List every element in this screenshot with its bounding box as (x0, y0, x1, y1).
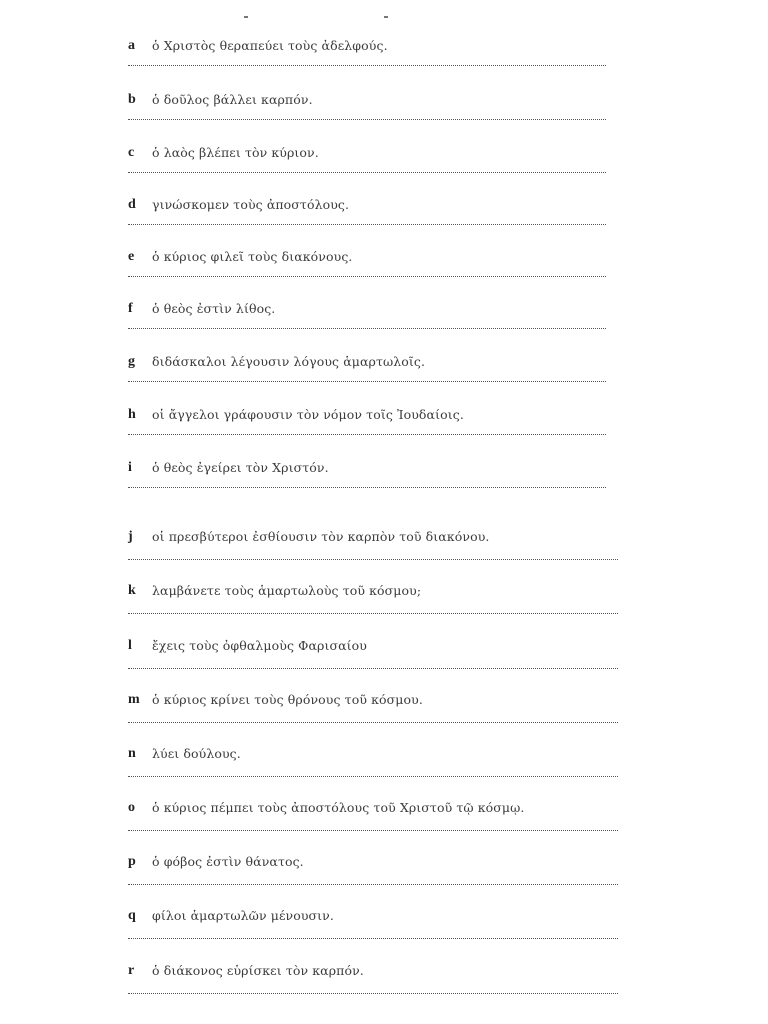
exercise-letter: h (128, 407, 136, 422)
exercise-item-a (128, 38, 618, 78)
exercise-sentence: ὁ θεὸς ἐστὶν λίθος. (152, 301, 276, 316)
answer-line[interactable] (128, 993, 618, 994)
exercise-letter: o (128, 800, 135, 815)
exercise-letter: d (128, 197, 136, 212)
answer-line[interactable] (128, 328, 606, 329)
exercise-sentence: διδάσκαλοι λέγουσιν λόγους ἁμαρτωλοῖς. (152, 354, 426, 369)
exercise-sentence: ὁ κύριος πέμπει τοὺς ἀποστόλους τοῦ Χριστοῦ τῷ κόσμῳ. (152, 800, 525, 815)
answer-line[interactable] (128, 938, 618, 939)
exercise-item-h (128, 407, 618, 447)
answer-line[interactable] (128, 487, 606, 488)
exercise-item-g (128, 354, 618, 394)
exercise-sentence: ὁ λαὸς βλέπει τὸν κύριον. (152, 145, 319, 160)
exercise-item-e (128, 249, 618, 289)
answer-line[interactable] (128, 668, 618, 669)
exercise-letter: i (128, 460, 132, 475)
exercise-item-d (128, 197, 618, 237)
exercise-item-f (128, 301, 618, 341)
exercise-sentence: γινώσκομεν τοὺς ἀποστόλους. (152, 197, 350, 212)
exercise-item-q (128, 908, 618, 948)
answer-line[interactable] (128, 172, 606, 173)
exercise-item-i (128, 460, 618, 500)
exercise-letter: e (128, 249, 135, 264)
exercise-sentence: ὁ Χριστὸς θεραπεύει τοὺς ἀδελφούς. (152, 38, 388, 53)
exercise-item-r (128, 963, 618, 1003)
answer-line[interactable] (128, 830, 618, 831)
exercise-sentence: λύει δούλους. (152, 746, 241, 761)
exercise-item-j (128, 529, 618, 569)
answer-line[interactable] (128, 884, 618, 885)
exercise-letter: n (128, 746, 136, 761)
exercise-item-n (128, 746, 618, 786)
top-page-marks (244, 16, 390, 22)
answer-line[interactable] (128, 722, 618, 723)
exercise-sentence: ὁ φόβος ἐστὶν θάνατος. (152, 854, 304, 869)
exercise-letter: c (128, 145, 135, 160)
answer-line[interactable] (128, 224, 606, 225)
answer-line[interactable] (128, 119, 606, 120)
exercise-letter: f (128, 301, 133, 316)
answer-line[interactable] (128, 65, 606, 66)
exercise-letter: p (128, 854, 136, 869)
exercise-item-c (128, 145, 618, 185)
exercise-sentence: οἱ ἄγγελοι γράφουσιν τὸν νόμον τοῖς Ἰουδαίοις. (152, 407, 464, 422)
exercise-letter: k (128, 583, 136, 598)
exercise-item-b (128, 92, 618, 132)
exercise-sentence: φίλοι ἁμαρτωλῶν μένουσιν. (152, 908, 334, 923)
exercise-sentence: ὁ κύριος φιλεῖ τοὺς διακόνους. (152, 249, 353, 264)
answer-line[interactable] (128, 613, 618, 614)
exercise-sentence: ὁ κύριος κρίνει τοὺς θρόνους τοῦ κόσμου. (152, 692, 423, 707)
exercise-sentence: ὁ διάκονος εὑρίσκει τὸν καρπόν. (152, 963, 364, 978)
exercise-item-m (128, 692, 618, 732)
answer-line[interactable] (128, 434, 606, 435)
exercise-letter: q (128, 908, 136, 923)
answer-line[interactable] (128, 381, 606, 382)
exercise-letter: j (128, 529, 133, 544)
exercise-sentence: οἱ πρεσβύτεροι ἐσθίουσιν τὸν καρπὸν τοῦ διακόνου. (152, 529, 490, 544)
exercise-item-p (128, 854, 618, 894)
exercise-sentence: ἔχεις τοὺς ὀφθαλμοὺς Φαρισαίου (152, 638, 367, 653)
exercise-letter: a (128, 38, 135, 53)
exercise-item-o (128, 800, 618, 840)
answer-line[interactable] (128, 276, 606, 277)
exercise-letter: m (128, 692, 140, 707)
exercise-sentence: ὁ θεὸς ἐγείρει τὸν Χριστόν. (152, 460, 329, 475)
exercise-letter: b (128, 92, 136, 107)
answer-line[interactable] (128, 776, 618, 777)
exercise-item-k (128, 583, 618, 623)
exercise-letter: g (128, 354, 135, 369)
answer-line[interactable] (128, 559, 618, 560)
exercise-letter: r (128, 963, 135, 978)
exercise-sentence: ὁ δοῦλος βάλλει καρπόν. (152, 92, 313, 107)
exercise-item-l (128, 638, 618, 678)
top-mark (244, 16, 248, 18)
exercise-letter: l (128, 638, 132, 653)
top-mark (384, 16, 388, 18)
exercise-sentence: λαμβάνετε τοὺς ἁμαρτωλοὺς τοῦ κόσμου; (152, 583, 422, 598)
